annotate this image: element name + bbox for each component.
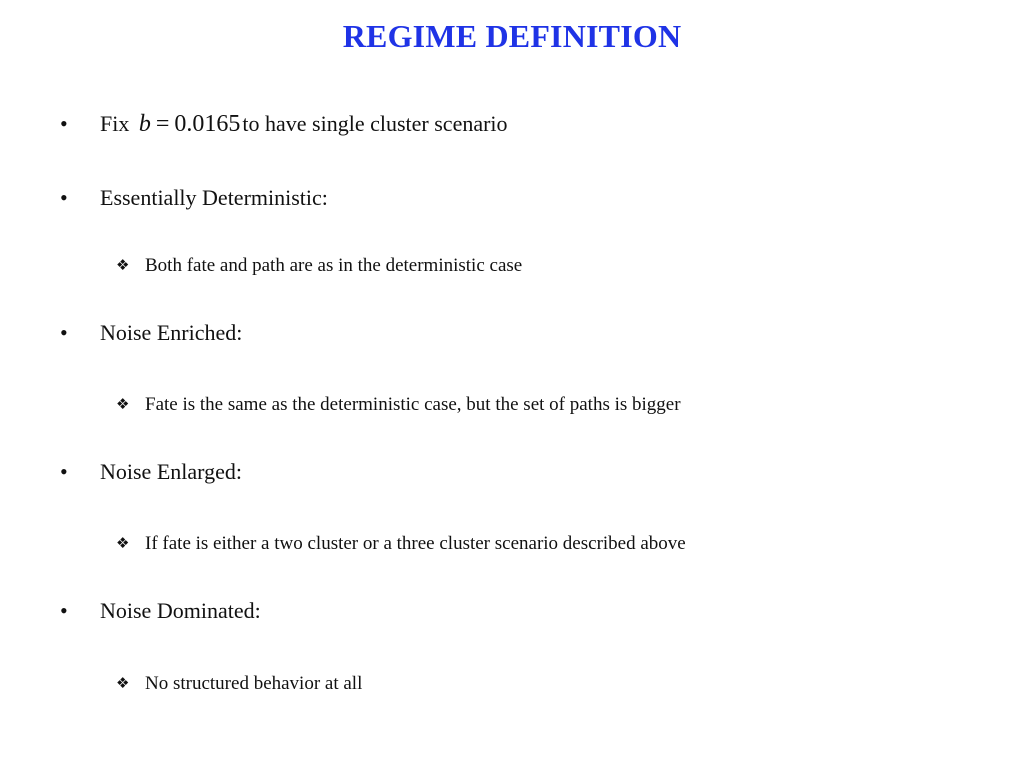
bullet-suffix: to have single cluster scenario xyxy=(242,111,508,136)
bullet-dot-icon: • xyxy=(60,111,68,136)
math-equation xyxy=(135,110,243,138)
bullet-dot-icon: • xyxy=(60,320,68,345)
sub-bullet-text: No structured behavior at all xyxy=(145,673,363,694)
sub-bullet-noise-enlarged xyxy=(116,530,686,557)
sub-bullet-text: Fate is the same as the deterministic case, but the set of paths is bigger xyxy=(145,394,681,415)
diamond-bullet-icon: ❖ xyxy=(116,674,130,692)
bullet-dot-icon: • xyxy=(60,185,68,210)
diamond-bullet-icon: ❖ xyxy=(116,534,130,552)
math-operator: = xyxy=(155,111,170,137)
bullet-essentially-deterministic xyxy=(60,184,328,212)
bullet-label: Noise Enlarged: xyxy=(100,459,242,484)
sub-bullet-noise-dominated xyxy=(116,670,362,697)
slide-title: REGIME DEFINITION xyxy=(342,18,682,54)
bullet-noise-enriched xyxy=(60,319,242,347)
math-variable: b xyxy=(138,111,151,137)
bullet-dot-icon: • xyxy=(60,598,68,623)
bullet-prefix: Fix xyxy=(100,111,130,136)
math-value: 0.0165 xyxy=(174,111,241,137)
sub-bullet-text: Both fate and path are as in the deterministic case xyxy=(145,255,523,276)
sub-bullet-essentially-deterministic xyxy=(116,252,522,279)
diamond-bullet-icon: ❖ xyxy=(116,256,130,274)
bullet-label: Essentially Deterministic: xyxy=(100,185,328,210)
bullet-fix-parameter xyxy=(60,110,508,138)
sub-bullet-text: If fate is either a two cluster or a three cluster scenario described above xyxy=(145,533,686,554)
bullet-noise-enlarged xyxy=(60,458,242,486)
sub-bullet-noise-enriched xyxy=(116,391,681,418)
bullet-dot-icon: • xyxy=(60,459,68,484)
diamond-bullet-icon: ❖ xyxy=(116,395,130,413)
bullet-label: Noise Enriched: xyxy=(100,320,243,345)
bullet-noise-dominated xyxy=(60,597,261,625)
bullet-label: Noise Dominated: xyxy=(100,598,261,623)
